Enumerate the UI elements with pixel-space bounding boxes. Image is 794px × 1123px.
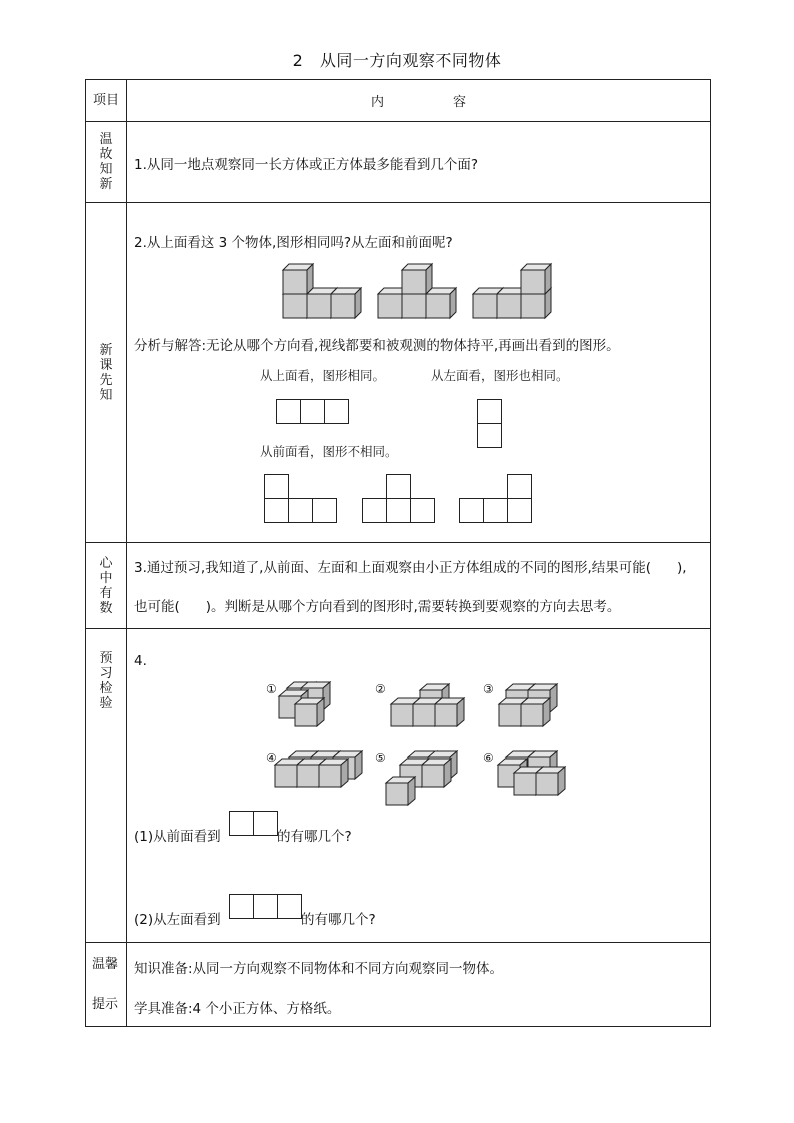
preview-label: 新课先知 (99, 342, 113, 403)
knowledge-prep: 知识准备:从同一方向观察不同物体和不同方向观察同一物体。 (134, 961, 504, 977)
header-content-label: 内 容 (127, 80, 711, 122)
page-title: 2 从同一方向观察不同物体 (292, 51, 502, 70)
sub-question-1-text-a: (1)从前面看到 (134, 829, 221, 845)
q3-text-b: ), (677, 560, 687, 576)
question-3-line-2 (134, 595, 620, 615)
q3-text-a: 3.通过预习,我知道了,从前面、左面和上面观察由小正方体组成的不同的图形,结果可能( (134, 560, 652, 576)
marker-6: ⑥ (483, 751, 494, 765)
solid-6-figure (498, 751, 574, 799)
front-view-note: 从前面看，图形不相同。 (260, 444, 398, 459)
q3-text-c: 也可能( (134, 599, 180, 615)
marker-2: ② (375, 682, 386, 696)
front-view-target-grid (229, 811, 279, 837)
solid-2-figure (391, 684, 471, 729)
question-4: 4. (134, 653, 147, 669)
header-item-label: 项目 (86, 80, 127, 122)
marker-3: ③ (483, 682, 494, 696)
summary-label: 心中有数 (99, 555, 113, 616)
solid-b-figure (378, 262, 458, 319)
marker-5: ⑤ (375, 751, 386, 765)
question-3-line-1 (134, 556, 687, 576)
tips-label-top: 温馨 (92, 957, 119, 972)
left-view-target-grid (229, 894, 303, 920)
check-row (86, 629, 711, 943)
solid-1-figure (279, 682, 339, 732)
left-view-grid (477, 399, 502, 448)
summary-row (86, 543, 711, 629)
solid-5-figure (386, 751, 458, 809)
marker-4: ④ (266, 751, 277, 765)
preview-row (86, 203, 711, 543)
analysis-text: 分析与解答:无论从哪个方向看,视线都要和被观测的物体持平,再画出看到的图形。 (134, 338, 620, 354)
top-view-grid (276, 399, 350, 424)
tips-label-bottom: 提示 (92, 997, 119, 1012)
check-label: 预习检验 (99, 651, 113, 711)
front-view-grid-c (459, 474, 534, 524)
left-view-note: 从左面看，图形也相同。 (431, 368, 569, 383)
solid-c-figure (473, 262, 553, 319)
review-label: 温故知新 (99, 132, 113, 192)
preview-worksheet-table (85, 79, 711, 1027)
solid-a-figure (283, 262, 363, 319)
question-1: 1.从同一地点观察同一长方体或正方体最多能看到几个面? (134, 157, 479, 173)
solid-4-figure (275, 751, 363, 791)
sub-question-2-text-b: 的有哪几个? (301, 912, 376, 928)
tips-row (86, 943, 711, 1027)
top-view-note: 从上面看，图形相同。 (260, 368, 386, 383)
front-view-grid-b (362, 474, 437, 524)
tools-prep: 学具准备:4 个小正方体、方格纸。 (134, 1001, 341, 1017)
marker-1: ① (266, 682, 277, 696)
solid-3-figure (499, 684, 569, 729)
q3-text-d: )。判断是从哪个方向看到的图形时,需要转换到要观察的方向去思考。 (205, 599, 621, 615)
front-view-grid-a (264, 474, 339, 524)
question-2: 2.从上面看这 3 个物体,图形相同吗?从左面和前面呢? (134, 235, 453, 251)
sub-question-2-text-a: (2)从左面看到 (134, 912, 221, 928)
review-row (86, 122, 711, 203)
header-row (86, 80, 711, 122)
sub-question-1-text-b: 的有哪几个? (277, 829, 352, 845)
